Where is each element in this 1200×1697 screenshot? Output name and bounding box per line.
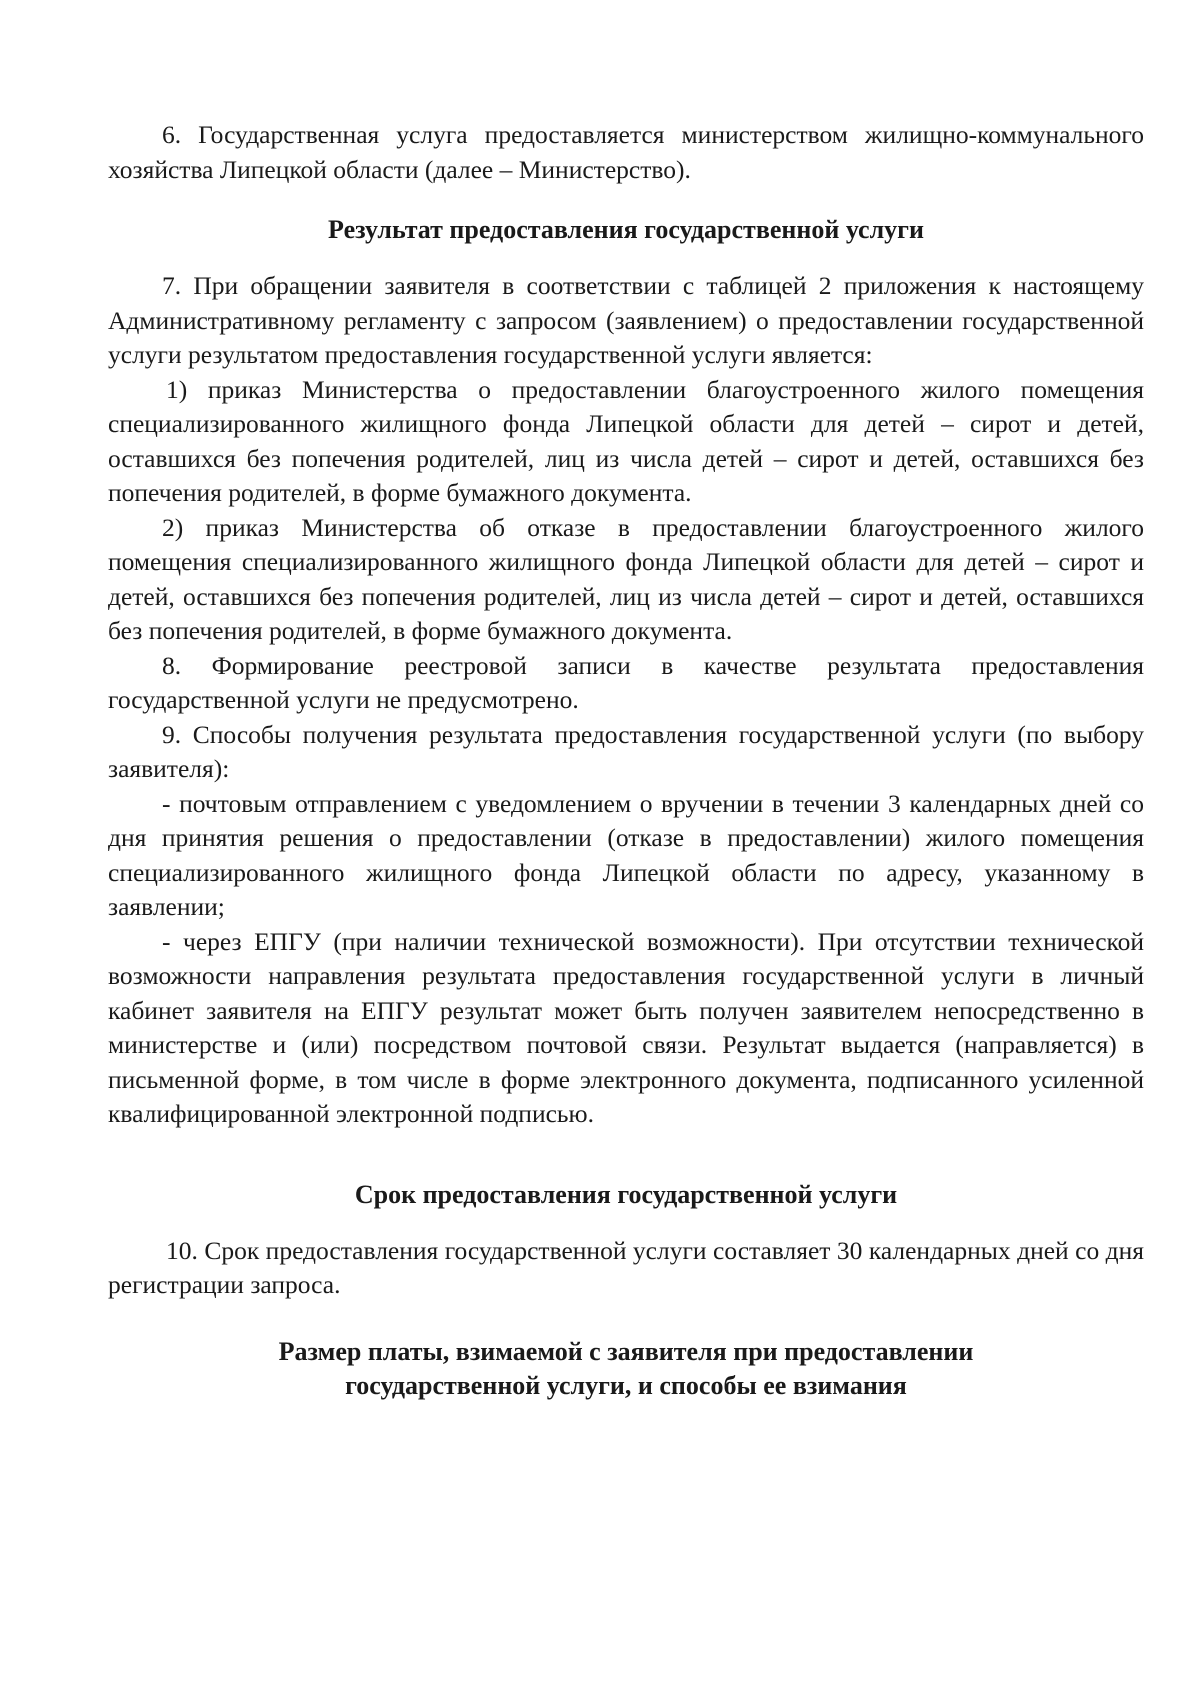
paragraph-8: 8. Формирование реестровой записи в качестве результата предоставления государственной услуги не предусмотрено. (108, 650, 1144, 714)
paragraph-9: 9. Способы получения результата предоставления государственной услуги (по выбору заявителя): (108, 719, 1144, 783)
heading-fee (108, 1335, 1144, 1403)
paragraph-10: 10. Срок предоставления государственной услуги составляет 30 календарных дней со дня регистрации запроса. (108, 1235, 1144, 1299)
paragraph-9-item-1: - почтовым отправлением с уведомлением о вручении в течении 3 календарных дней со дня принятия решения о предоставлении (отказе в предоставлении) жилого помещения специализированного жилищного фонда Липецкой области по адресу, указанному в заявлении; (108, 788, 1144, 921)
heading-fee-line-1: Размер платы, взимаемой с заявителя при предоставлении (278, 1336, 974, 1366)
paragraph-9-item-2: - через ЕПГУ (при наличии технической возможности). При отсутствии технической возможности направления результата предоставления государственной услуги в личный кабинет заявителя на ЕПГУ результат может быть получен заявителем непосредственно в министерстве и (или) посредством почтовой связи. Результат выдается (направляется) в письменной форме, в том числе в форме электронного документа, подписанного усиленной квалифицированной электронной подписью. (108, 926, 1144, 1128)
paragraph-7: 7. При обращении заявителя в соответствии с таблицей 2 приложения к настоящему Административному регламенту с запросом (заявлением) о предоставлении государственной услуги результатом предоставления государственной услуги является: (108, 271, 1144, 369)
heading-result: Результат предоставления государственной услуги (328, 215, 924, 244)
heading-term: Срок предоставления государственной услуги (354, 1179, 898, 1209)
paragraph-6: 6. Государственная услуга предоставляется министерством жилищно-коммунального хозяйства Липецкой области (далее – Министерство). (108, 120, 1144, 184)
document-page (108, 118, 1144, 1403)
paragraph-7-item-2: 2) приказ Министерства об отказе в предоставлении благоустроенного жилого помещения специализированного жилищного фонда Липецкой области для детей – сирот и детей, оставшихся без попечения родителей, лиц из числа детей – сирот и детей, оставшихся без попечения родителей, в форме бумажного документа. (108, 512, 1144, 645)
paragraph-7-item-1: 1) приказ Министерства о предоставлении благоустроенного жилого помещения специализированного жилищного фонда Липецкой области для детей – сирот и детей, оставшихся без попечения родителей, лиц из числа детей – сирот и детей, оставшихся без попечения родителей, в форме бумажного документа. (108, 374, 1144, 507)
heading-fee-line-2: государственной услуги, и способы ее взимания (345, 1370, 907, 1400)
